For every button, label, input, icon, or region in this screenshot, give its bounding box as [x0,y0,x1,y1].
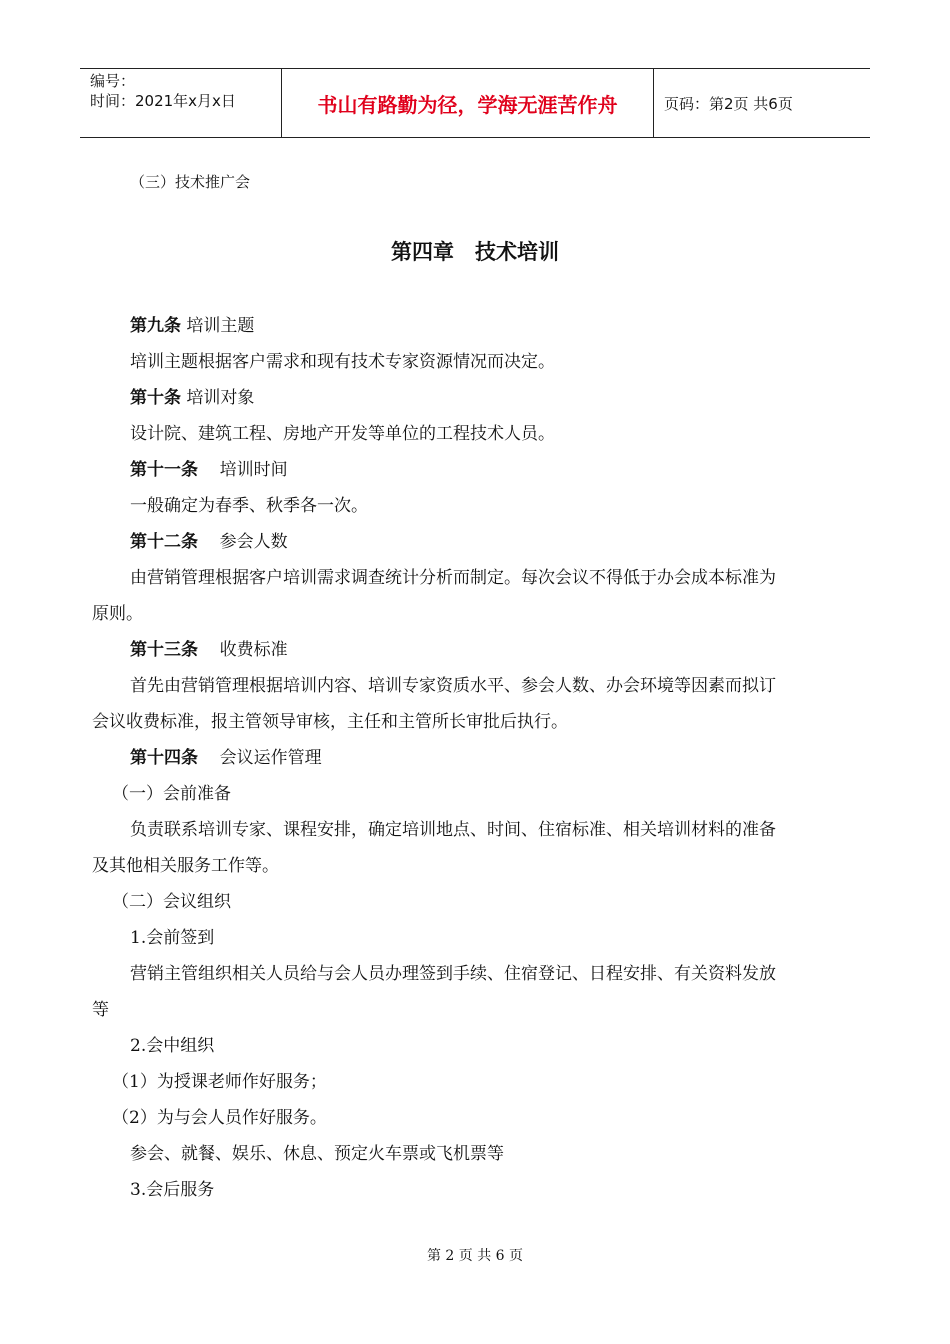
section-2-2-text: 参会、就餐、娱乐、休息、预定火车票或飞机票等 [130,1144,504,1164]
serial-label: 编号： [90,72,136,90]
article-11-number: 第十一条 [130,460,198,480]
section-1-text-2: 及其他相关服务工作等。 [92,856,279,876]
section-2-title: （二）会议组织 [112,892,231,912]
article-9-number: 第九条 [130,316,181,336]
article-9-text: 培训主题根据客户需求和现有技术专家资源情况而决定。 [130,352,555,372]
article-12-heading [92,530,900,554]
article-12-text-2: 原则。 [92,604,143,624]
article-9-title: 培训主题 [186,316,255,336]
chapter-title: 第四章 技术培训 [391,239,559,264]
section-2-2-title: 2.会中组织 [130,1036,215,1056]
section-2-2-item-1: （1）为授课老师作好服务； [112,1072,327,1092]
article-11-title: 培训时间 [219,460,288,480]
article-11-heading [92,458,900,482]
article-10-title: 培训对象 [186,388,255,408]
header-page-info: 页码：第2页 共6页 [664,94,793,113]
article-14-heading [92,746,900,770]
article-13-heading [92,638,900,662]
section-2-1-text-2: 等 [92,1000,109,1020]
header-meta-cell [80,69,282,137]
article-13-number: 第十三条 [130,640,198,660]
header-table [80,68,870,138]
article-11-text: 一般确定为春季、秋季各一次。 [130,496,368,516]
section-2-2-item-2: （2）为与会人员作好服务。 [112,1108,327,1128]
section-1-text-1: 负责联系培训专家、课程安排，确定培训地点、时间、住宿标准、相关培训材料的准备 [130,820,776,840]
article-9-heading [92,314,900,338]
article-12-text-1: 由营销管理根据客户培训需求调查统计分析而制定。每次会议不得低于办会成本标准为 [130,568,776,588]
section-2-1-text-1: 营销主管组织相关人员给与会人员办理签到手续、住宿登记、日程安排、有关资料发放 [130,964,776,984]
date-label: 时间：2021年x月x日 [90,92,236,110]
section-1-title: （一）会前准备 [112,784,231,804]
section-2-3-title: 3.会后服务 [130,1180,215,1200]
article-14-number: 第十四条 [130,748,198,768]
page-footer: 第 2 页 共 6 页 [426,1248,524,1264]
section-2-1-title: 1.会前签到 [130,928,215,948]
article-10-number: 第十条 [130,388,181,408]
article-10-heading [92,386,900,410]
article-13-text-2: 会议收费标准，报主管领导审核，主任和主管所长审批后执行。 [92,712,568,732]
prev-item: （三）技术推广会 [130,173,251,191]
article-10-text: 设计院、建筑工程、房地产开发等单位的工程技术人员。 [130,424,555,444]
article-14-title: 会议运作管理 [219,748,322,768]
article-13-text-1: 首先由营销管理根据培训内容、培训专家资质水平、参会人数、办会环境等因素而拟订 [130,676,776,696]
article-12-title: 参会人数 [219,532,288,552]
header-motto: 书山有路勤为径，学海无涯苦作舟 [282,69,654,137]
article-12-number: 第十二条 [130,532,198,552]
article-13-title: 收费标准 [219,640,288,660]
